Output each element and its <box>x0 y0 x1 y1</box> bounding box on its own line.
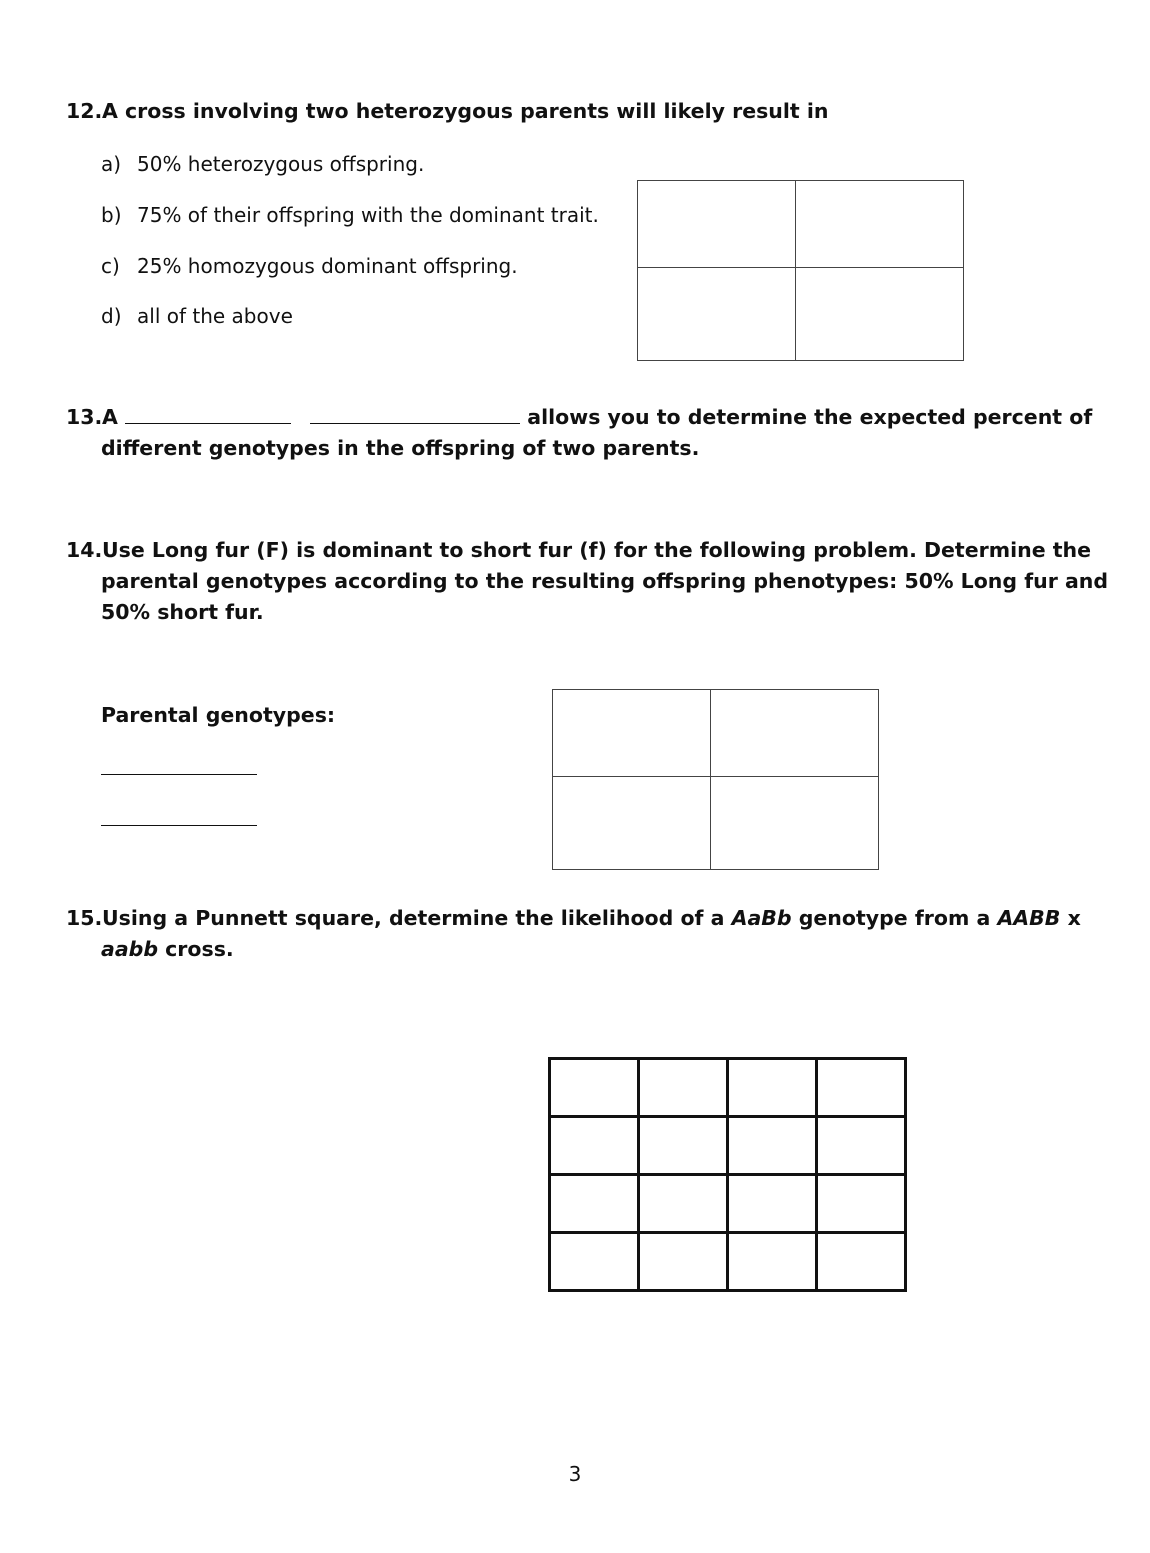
question-15-line-2: aabb cross. <box>101 937 234 961</box>
punnett-cell[interactable] <box>639 1233 728 1291</box>
punnett-cell[interactable] <box>817 1175 906 1233</box>
question-12 <box>66 96 829 127</box>
question-number: 13. <box>66 405 103 429</box>
punnett-cell[interactable] <box>639 1059 728 1117</box>
question-lead: A <box>102 405 118 429</box>
question-trail: allows you to determine the expected percent of <box>527 405 1093 429</box>
genotype-answer-line-1[interactable] <box>101 774 257 775</box>
genotype-aabb-recessive: aabb <box>101 937 159 961</box>
question-text: A cross involving two heterozygous parents will likely result in <box>102 99 829 123</box>
question-number: 15. <box>66 906 103 930</box>
punnett-cell[interactable] <box>711 690 879 777</box>
option-b: b) 75% of their offspring with the dominant trait. <box>101 203 599 227</box>
genotype-aabb-dominant: AABB <box>997 906 1061 930</box>
punnett-cell[interactable] <box>550 1175 639 1233</box>
punnett-cell[interactable] <box>817 1233 906 1291</box>
parental-genotypes-label: Parental genotypes: <box>101 703 336 727</box>
page-number: 3 <box>568 1462 582 1486</box>
question-15: 15.Using a Punnett square, determine the likelihood of a AaBb genotype from a AABB x <box>66 903 1081 934</box>
question-13-line-2: different genotypes in the offspring of two parents. <box>101 436 700 460</box>
punnett-cell[interactable] <box>639 1175 728 1233</box>
punnett-cell[interactable] <box>550 1233 639 1291</box>
punnett-square-q14 <box>552 689 879 870</box>
punnett-cell[interactable] <box>638 181 796 268</box>
option-a: a) 50% heterozygous offspring. <box>101 152 425 176</box>
punnett-cell[interactable] <box>728 1175 817 1233</box>
genotype-answer-line-2[interactable] <box>101 825 257 826</box>
question-14 <box>66 535 1091 566</box>
punnett-cell[interactable] <box>817 1117 906 1175</box>
punnett-cell[interactable] <box>550 1059 639 1117</box>
option-c: c) 25% homozygous dominant offspring. <box>101 254 518 278</box>
punnett-cell[interactable] <box>728 1233 817 1291</box>
punnett-cell[interactable] <box>553 777 711 870</box>
punnett-cell[interactable] <box>711 777 879 870</box>
punnett-cell[interactable] <box>728 1117 817 1175</box>
option-d: d) all of the above <box>101 304 293 328</box>
punnett-cell[interactable] <box>550 1117 639 1175</box>
question-number: 12. <box>66 99 103 123</box>
answer-blank-2[interactable] <box>310 405 520 424</box>
answer-blank-1[interactable] <box>125 405 291 424</box>
punnett-cell[interactable] <box>817 1059 906 1117</box>
genotype-aabb-hetero: AaBb <box>731 906 792 930</box>
question-14-line-3: 50% short fur. <box>101 600 264 624</box>
punnett-square-q15 <box>548 1057 907 1292</box>
punnett-cell[interactable] <box>796 181 964 268</box>
question-13 <box>66 402 1092 433</box>
punnett-cell[interactable] <box>796 268 964 361</box>
question-text-line-1: Use Long fur (F) is dominant to short fur (f) for the following problem. Determine the <box>102 538 1092 562</box>
punnett-cell[interactable] <box>728 1059 817 1117</box>
punnett-cell[interactable] <box>638 268 796 361</box>
punnett-cell[interactable] <box>553 690 711 777</box>
punnett-square-q12 <box>637 180 964 361</box>
question-14-line-2: parental genotypes according to the resulting offspring phenotypes: 50% Long fur and <box>101 569 1109 593</box>
punnett-cell[interactable] <box>639 1117 728 1175</box>
question-number: 14. <box>66 538 103 562</box>
